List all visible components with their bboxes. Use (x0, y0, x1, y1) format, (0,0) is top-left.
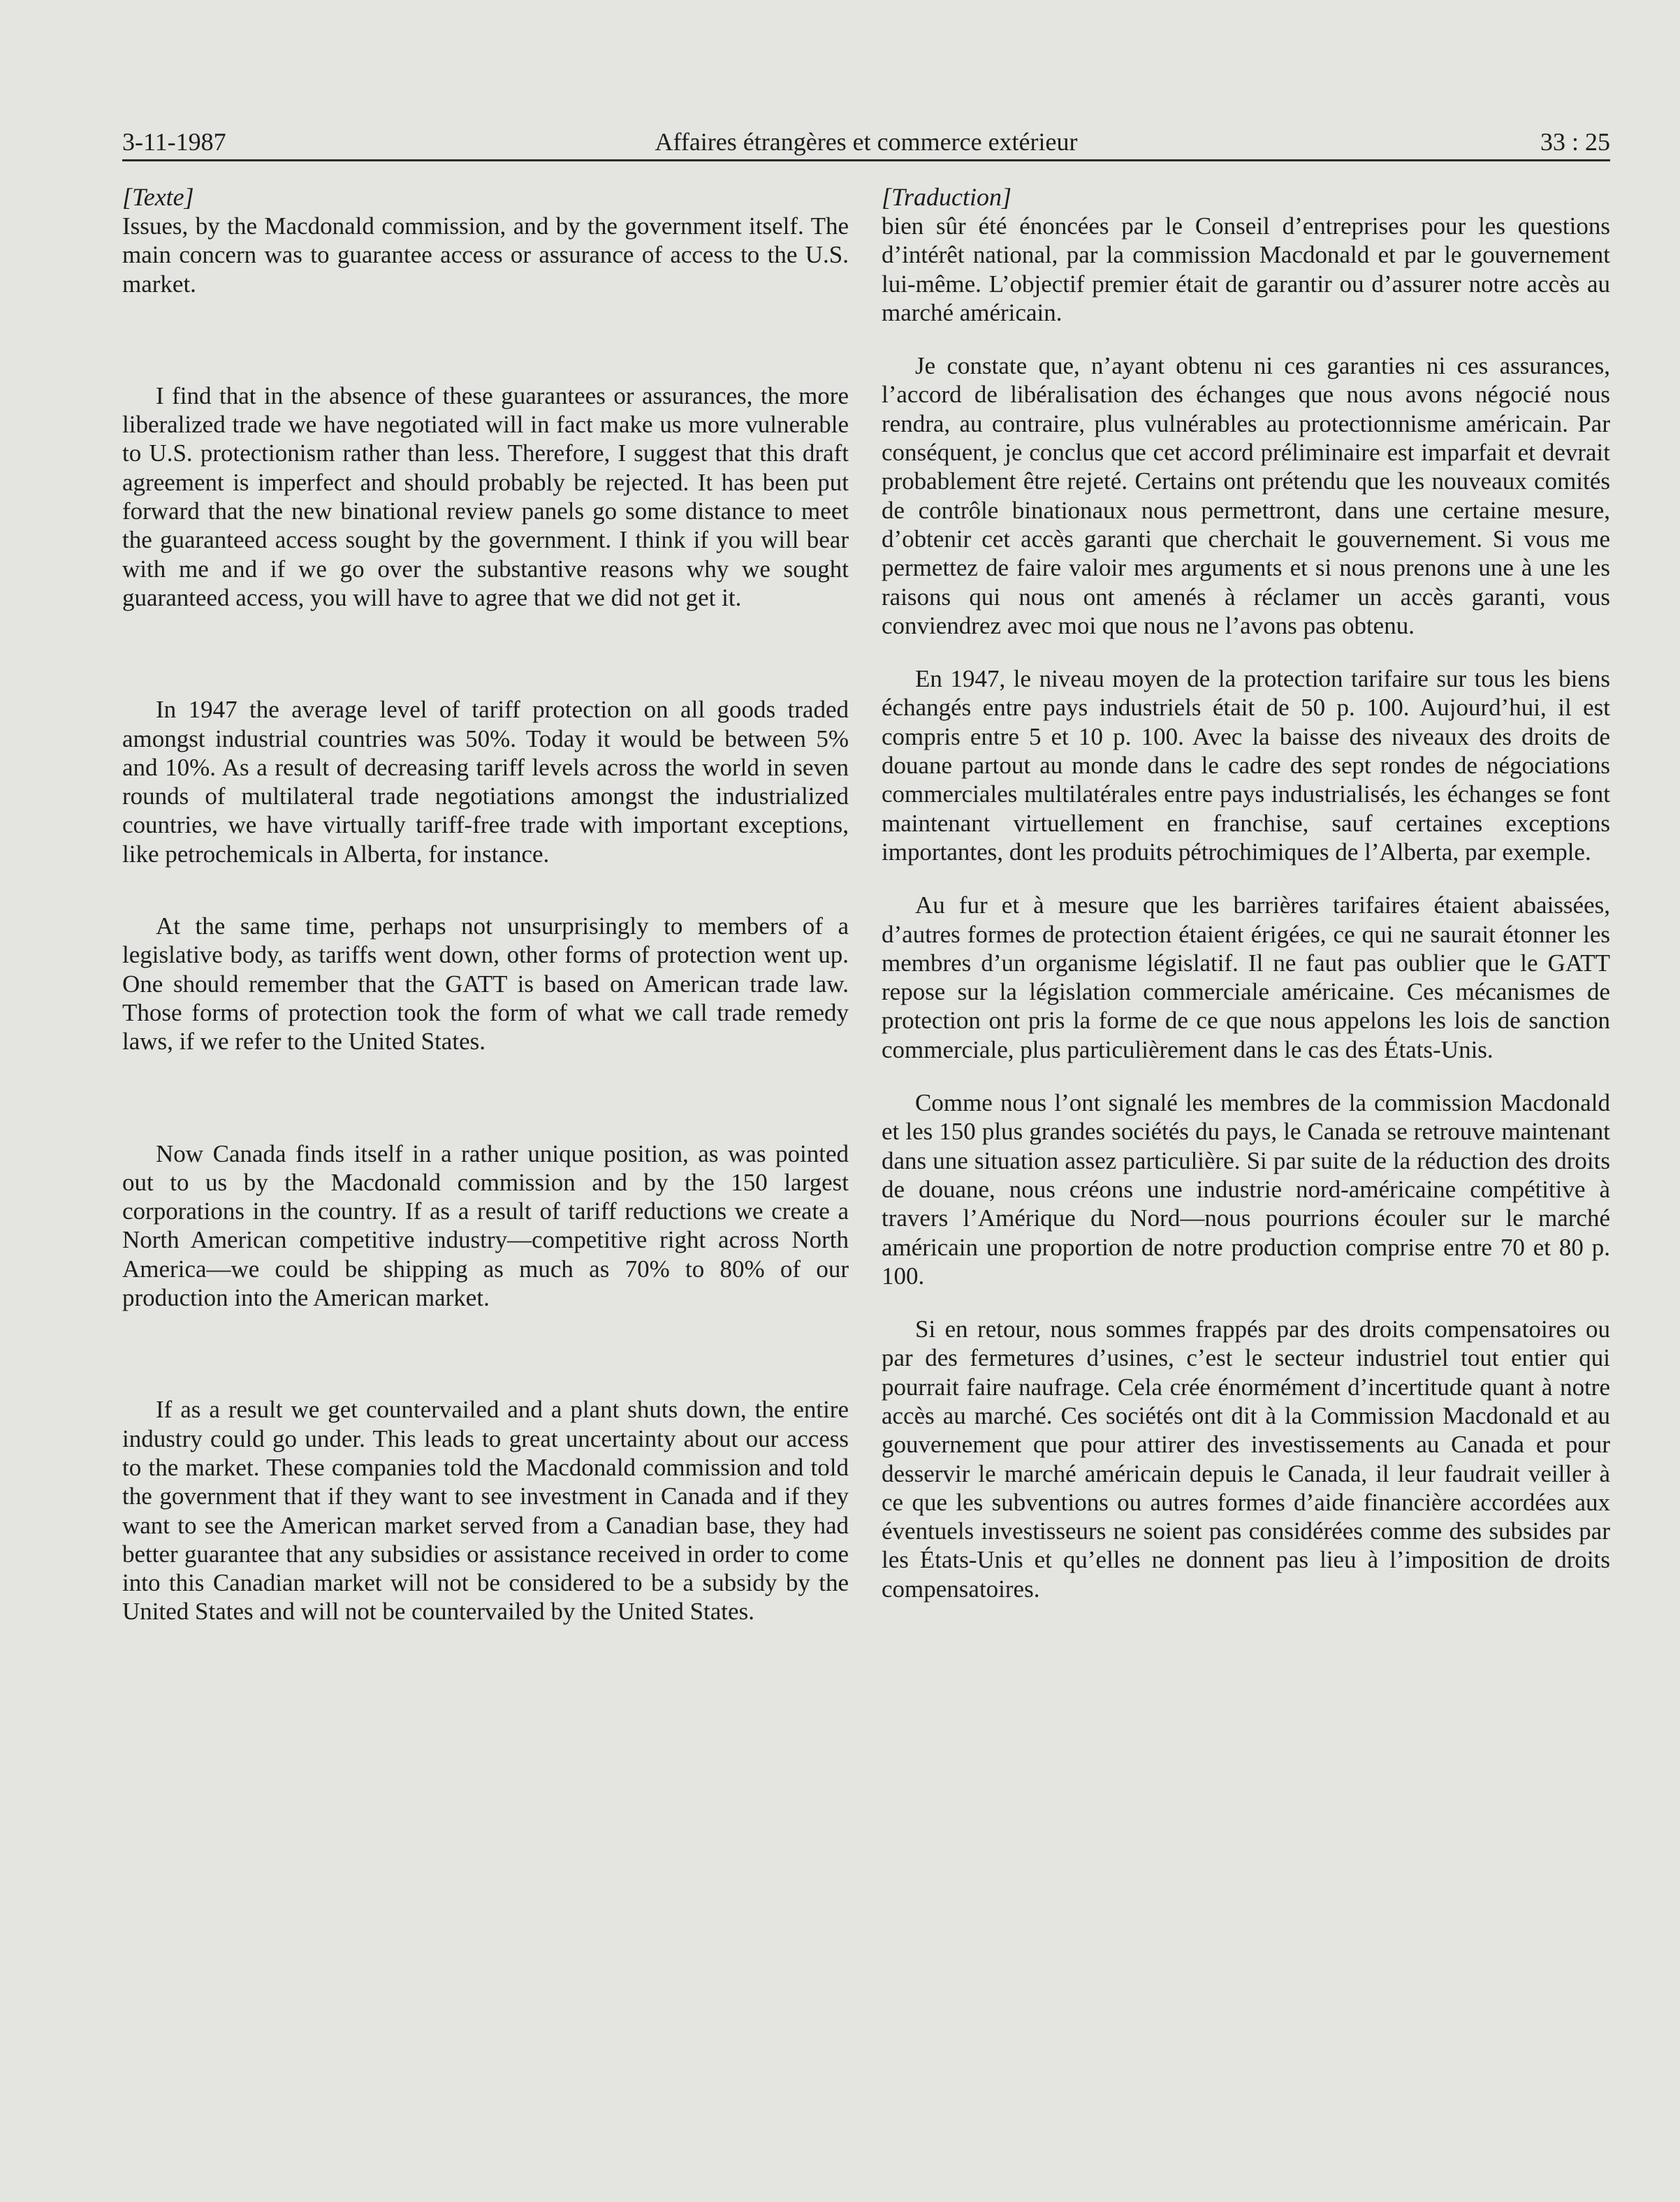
paragraph: In 1947 the average level of tariff protection on all goods traded amongst industrial countries was 50%. Today it would be between 5% and 10%. As a result of decreasing tariff levels across the world in seven rounds of multilateral trade negotiations amongst the industrialized countries, we have virtually tariff-free trade with important exceptions, like petrochemicals in Alberta, for instance. (122, 696, 849, 868)
page-header (122, 124, 1610, 161)
paragraph: Now Canada finds itself in a rather unique position, as was pointed out to us by the Macdonald commission and by the 150 largest corporations in the country. If as a result of tariff reductions we create a North American competitive industry—competitive right across North America—we could be shipping as much as 70% to 80% of our production into the American market. (122, 1139, 849, 1312)
paragraph: bien sûr été énoncées par le Conseil d’entreprises pour les questions d’intérêt national, par la commission Macdonald et par le gouvernement lui-même. L’objectif premier était de garantir ou d’assurer notre accès au marché américain. (882, 212, 1610, 326)
paragraph: Au fur et à mesure que les barrières tarifaires étaient abaissées, d’autres formes de protection étaient érigées, ce qui ne saurait étonner les membres d’un organisme législatif. Il ne faut pas oublier que le GATT repose sur la législation commerciale américaine. Ces mécanismes de protection ont pris la forme de ce que nous appelons les lois de sanction commerciale, plus particulièrement dans le cas des États-Unis. (882, 891, 1610, 1063)
translation-tag: [Traduction] (882, 183, 1012, 211)
english-column (122, 183, 849, 1626)
paragraph: If as a result we get countervailed and a plant shuts down, the entire industry could go under. This leads to great uncertainty about our access to the market. These companies told the Macdonald commission and told the government that if they want to see investment in Canada and if they want to see the American market served from a Canadian base, they had better guarantee that any subsidies or assistance received in order to come into this Canadian market will not be considered to be a subsidy by the United States and will not be countervailed by the United States. (122, 1396, 849, 1626)
header-title: Affaires étrangères et commerce extérieur (655, 128, 1078, 156)
paragraph: Issues, by the Macdonald commission, and by the government itself. The main concern was to guarantee access or assurance of access to the U.S. market. (122, 212, 849, 298)
paragraph: En 1947, le niveau moyen de la protection tarifaire sur tous les biens échangés entre pays industriels était de 50 p. 100. Aujourd’hui, il est compris entre 5 et 10 p. 100. Avec la baisse des niveaux des droits de douane partout au monde dans le cadre des sept rondes de négociations commerciales multilatérales entre pays industrialisés, les échanges se font maintenant virtuellement en franchise, sauf certaines exceptions importantes, dont les produits pétrochimiques de l’Alberta, par exemple. (882, 665, 1610, 866)
paragraph: At the same time, perhaps not unsurprisingly to members of a legislative body, as tariffs went down, other forms of protection went up. One should remember that the GATT is based on American trade law. Those forms of protection took the form of what we call trade remedy laws, if we refer to the United States. (122, 912, 849, 1056)
header-date: 3-11-1987 (122, 128, 226, 156)
text-tag: [Texte] (122, 183, 194, 211)
french-column (882, 183, 1610, 1603)
paragraph: Je constate que, n’ayant obtenu ni ces garanties ni ces assurances, l’accord de libéralisation des échanges que nous avons négocié nous rendra, au contraire, plus vulnérables au protectionnisme américain. Par conséquent, je conclus que cet accord préliminaire est imparfait et devrait probablement être rejeté. Certains ont prétendu que les nouveaux comités de contrôle binationaux nous permettront, dans une certaine mesure, d’obtenir cet accès garanti que cherchait le gouvernement. Si vous me permettez de faire valoir mes arguments et si nous prenons une à une les raisons qui nous ont amenés à réclamer un accès garanti, vous conviendrez avec moi que nous ne l’avons pas obtenu. (882, 352, 1610, 639)
paragraph: Comme nous l’ont signalé les membres de la commission Macdonald et les 150 plus grandes sociétés du pays, le Canada se retrouve maintenant dans une situation assez particulière. Si par suite de la réduction des droits de douane, nous créons une industrie nord-américaine compétitive à travers l’Amérique du Nord—nous pourrions écouler sur le marché américain une proportion de notre production comprise entre 70 et 80 p. 100. (882, 1089, 1610, 1290)
paragraph: I find that in the absence of these guarantees or assurances, the more liberalized trade we have negotiated will in fact make us more vulnerable to U.S. protectionism rather than less. Therefore, I suggest that this draft agreement is imperfect and should probably be rejected. It has been put forward that the new binational review panels go some distance to meet the guaranteed access sought by the government. I think if you will bear with me and if we go over the substantive reasons why we sought guaranteed access, you will have to agree that we did not get it. (122, 381, 849, 611)
paragraph: Si en retour, nous sommes frappés par des droits compensatoires ou par des fermetures d’usines, c’est le secteur industriel tout entier qui pourrait faire naufrage. Cela crée énormément d’incertitude quant à notre accès au marché. Ces sociétés ont dit à la Commission Macdonald et au gouvernement que pour attirer des investissements au Canada et pour desservir le marché américain depuis le Canada, il leur faudrait veiller à ce que les subventions ou autres formes d’aide financière accordées aux éventuels investisseurs ne soient pas considérées comme des subsides par les États-Unis et qu’elles ne donnent pas lieu à l’imposition de droits compensatoires. (882, 1315, 1610, 1603)
header-page-number: 33 : 25 (1540, 128, 1610, 156)
